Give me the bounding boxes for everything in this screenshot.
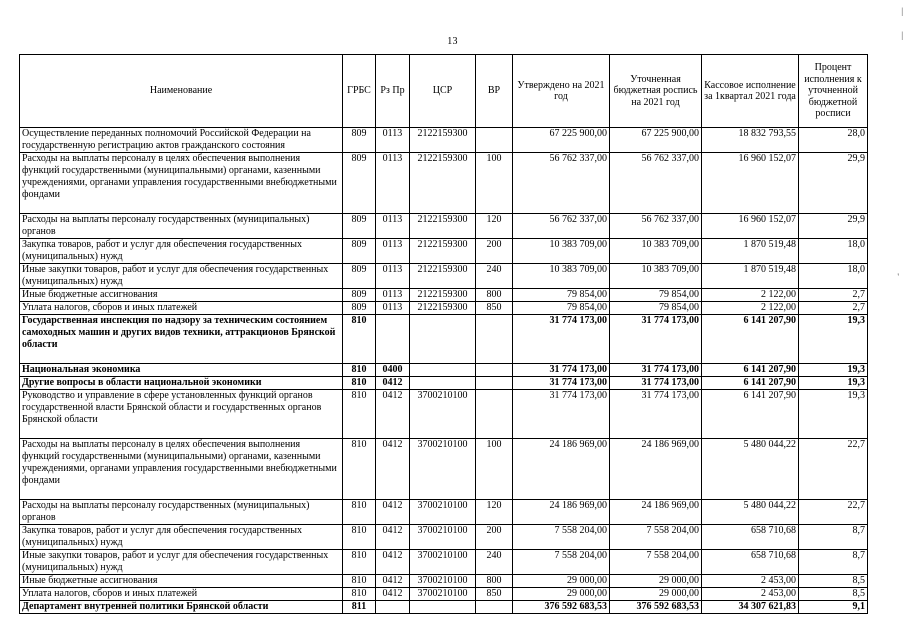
- row-vr: 200: [476, 239, 513, 264]
- row-grbs: 810: [343, 364, 376, 377]
- row-cash: 1 870 519,48: [702, 264, 799, 289]
- row-percent: 2,7: [799, 289, 868, 302]
- row-vr: [476, 364, 513, 377]
- row-revised: 31 774 173,00: [610, 390, 702, 439]
- row-name: Расходы на выплаты персоналу государственных (муниципальных) органов: [20, 500, 343, 525]
- row-csr: 3700210100: [410, 439, 476, 500]
- row-csr: [410, 601, 476, 614]
- row-approved: 24 186 969,00: [513, 500, 610, 525]
- row-rzpr: 0412: [376, 377, 410, 390]
- row-grbs: 809: [343, 214, 376, 239]
- row-name: Другие вопросы в области национальной экономики: [20, 377, 343, 390]
- row-revised: 376 592 683,53: [610, 601, 702, 614]
- row-grbs: 811: [343, 601, 376, 614]
- row-rzpr: 0412: [376, 588, 410, 601]
- row-grbs: 809: [343, 289, 376, 302]
- row-vr: [476, 377, 513, 390]
- row-grbs: 810: [343, 575, 376, 588]
- table-row: [20, 575, 868, 588]
- row-approved: 56 762 337,00: [513, 153, 610, 214]
- row-percent: 9,1: [799, 601, 868, 614]
- table-row: [20, 601, 868, 614]
- page-number: 13: [447, 36, 458, 47]
- row-rzpr: 0400: [376, 364, 410, 377]
- row-csr: 3700210100: [410, 390, 476, 439]
- row-percent: 8,5: [799, 588, 868, 601]
- row-csr: 2122159300: [410, 239, 476, 264]
- row-revised: 31 774 173,00: [610, 315, 702, 364]
- column-header-approved: Утверждено на 2021 год: [513, 55, 610, 128]
- row-approved: 79 854,00: [513, 302, 610, 315]
- column-header-percent: Процент исполнения к уточненной бюджетной росписи: [799, 55, 868, 128]
- row-approved: 31 774 173,00: [513, 315, 610, 364]
- row-cash: 34 307 621,83: [702, 601, 799, 614]
- row-name: Иные закупки товаров, работ и услуг для обеспечения государственных (муниципальных) нужд: [20, 550, 343, 575]
- row-name: Иные бюджетные ассигнования: [20, 289, 343, 302]
- row-grbs: 809: [343, 128, 376, 153]
- row-csr: 2122159300: [410, 302, 476, 315]
- row-grbs: 809: [343, 302, 376, 315]
- row-grbs: 810: [343, 390, 376, 439]
- row-csr: [410, 315, 476, 364]
- row-csr: [410, 364, 476, 377]
- row-cash: 6 141 207,90: [702, 390, 799, 439]
- row-csr: 2122159300: [410, 289, 476, 302]
- row-vr: [476, 315, 513, 364]
- table-row: [20, 315, 868, 364]
- row-approved: 56 762 337,00: [513, 214, 610, 239]
- row-vr: 240: [476, 550, 513, 575]
- row-grbs: 809: [343, 239, 376, 264]
- row-revised: 29 000,00: [610, 575, 702, 588]
- row-vr: 120: [476, 214, 513, 239]
- row-csr: [410, 377, 476, 390]
- row-cash: 658 710,68: [702, 525, 799, 550]
- row-approved: 7 558 204,00: [513, 550, 610, 575]
- budget-table: [19, 54, 868, 614]
- column-header-cash: Кассовое исполнение за 1квартал 2021 года: [702, 55, 799, 128]
- table-row: [20, 439, 868, 500]
- row-percent: 22,7: [799, 500, 868, 525]
- row-rzpr: 0113: [376, 302, 410, 315]
- row-name: Государственная инспекция по надзору за техническим состоянием самоходных машин и других видов техники, аттракционов Брянской области: [20, 315, 343, 364]
- column-header-revised: Уточненная бюджетная роспись на 2021 год: [610, 55, 702, 128]
- row-percent: 8,7: [799, 525, 868, 550]
- row-revised: 10 383 709,00: [610, 264, 702, 289]
- row-percent: 8,7: [799, 550, 868, 575]
- row-cash: 2 453,00: [702, 588, 799, 601]
- row-cash: 6 141 207,90: [702, 315, 799, 364]
- table-row: [20, 525, 868, 550]
- table-row: [20, 390, 868, 439]
- row-approved: 10 383 709,00: [513, 264, 610, 289]
- row-percent: 8,5: [799, 575, 868, 588]
- row-vr: [476, 601, 513, 614]
- row-revised: 56 762 337,00: [610, 214, 702, 239]
- row-name: Расходы на выплаты персоналу в целях обеспечения выполнения функций государственными (муниципальными) органами, казенными учреждениями, органами управления государственными внебюджетными фондами: [20, 439, 343, 500]
- row-grbs: 810: [343, 588, 376, 601]
- row-csr: 3700210100: [410, 588, 476, 601]
- row-rzpr: 0113: [376, 128, 410, 153]
- row-vr: 120: [476, 500, 513, 525]
- row-rzpr: 0113: [376, 289, 410, 302]
- row-approved: 10 383 709,00: [513, 239, 610, 264]
- row-percent: 19,3: [799, 377, 868, 390]
- table-row: [20, 364, 868, 377]
- row-vr: [476, 128, 513, 153]
- row-approved: 31 774 173,00: [513, 364, 610, 377]
- row-approved: 29 000,00: [513, 575, 610, 588]
- row-cash: 2 453,00: [702, 575, 799, 588]
- row-vr: 850: [476, 588, 513, 601]
- row-percent: 29,9: [799, 214, 868, 239]
- row-revised: 29 000,00: [610, 588, 702, 601]
- row-vr: [476, 390, 513, 439]
- row-rzpr: 0412: [376, 575, 410, 588]
- row-grbs: 809: [343, 264, 376, 289]
- row-percent: 19,3: [799, 390, 868, 439]
- row-revised: 67 225 900,00: [610, 128, 702, 153]
- row-csr: 2122159300: [410, 214, 476, 239]
- table-row: [20, 500, 868, 525]
- row-rzpr: 0113: [376, 239, 410, 264]
- row-revised: 79 854,00: [610, 302, 702, 315]
- table-row: [20, 377, 868, 390]
- row-grbs: 809: [343, 153, 376, 214]
- row-approved: 31 774 173,00: [513, 390, 610, 439]
- row-vr: 800: [476, 575, 513, 588]
- row-revised: 24 186 969,00: [610, 500, 702, 525]
- row-approved: 31 774 173,00: [513, 377, 610, 390]
- row-grbs: 810: [343, 315, 376, 364]
- row-vr: 240: [476, 264, 513, 289]
- table-row: [20, 264, 868, 289]
- row-approved: 29 000,00: [513, 588, 610, 601]
- table-row: [20, 550, 868, 575]
- table-row: [20, 289, 868, 302]
- row-cash: 1 870 519,48: [702, 239, 799, 264]
- row-cash: 2 122,00: [702, 289, 799, 302]
- row-revised: 79 854,00: [610, 289, 702, 302]
- row-grbs: 810: [343, 377, 376, 390]
- row-cash: 6 141 207,90: [702, 364, 799, 377]
- row-rzpr: 0113: [376, 153, 410, 214]
- row-csr: 2122159300: [410, 128, 476, 153]
- row-revised: 56 762 337,00: [610, 153, 702, 214]
- row-cash: 2 122,00: [702, 302, 799, 315]
- row-rzpr: 0412: [376, 550, 410, 575]
- row-grbs: 810: [343, 500, 376, 525]
- row-csr: 3700210100: [410, 550, 476, 575]
- row-csr: 2122159300: [410, 264, 476, 289]
- row-name: Расходы на выплаты персоналу в целях обеспечения выполнения функций государственными (муниципальными) органами, казенными учреждениями, органами управления государственными внебюджетными фондами: [20, 153, 343, 214]
- row-approved: 67 225 900,00: [513, 128, 610, 153]
- row-percent: 18,0: [799, 239, 868, 264]
- row-percent: 22,7: [799, 439, 868, 500]
- row-name: Национальная экономика: [20, 364, 343, 377]
- row-grbs: 810: [343, 439, 376, 500]
- edge-mark: |: [901, 30, 903, 40]
- row-name: Осуществление переданных полномочий Российской Федерации на государственную регистрацию актов гражданского состояния: [20, 128, 343, 153]
- row-percent: 29,9: [799, 153, 868, 214]
- row-name: Руководство и управление в сфере установленных функций органов государственной власти Брянской области и государственных органов Брянской области: [20, 390, 343, 439]
- row-cash: 16 960 152,07: [702, 214, 799, 239]
- row-name: Уплата налогов, сборов и иных платежей: [20, 588, 343, 601]
- row-name: Закупка товаров, работ и услуг для обеспечения государственных (муниципальных) нужд: [20, 239, 343, 264]
- row-revised: 24 186 969,00: [610, 439, 702, 500]
- column-header-grbs: ГРБС: [343, 55, 376, 128]
- row-grbs: 810: [343, 550, 376, 575]
- table-row: [20, 239, 868, 264]
- row-csr: 3700210100: [410, 575, 476, 588]
- row-approved: 376 592 683,53: [513, 601, 610, 614]
- row-cash: 18 832 793,55: [702, 128, 799, 153]
- edge-mark: ': [897, 272, 899, 282]
- row-revised: 31 774 173,00: [610, 377, 702, 390]
- table-row: [20, 588, 868, 601]
- row-rzpr: 0412: [376, 500, 410, 525]
- column-header-rzpr: Рз Пр: [376, 55, 410, 128]
- row-rzpr: 0412: [376, 439, 410, 500]
- row-approved: 24 186 969,00: [513, 439, 610, 500]
- row-csr: 2122159300: [410, 153, 476, 214]
- row-approved: 7 558 204,00: [513, 525, 610, 550]
- table-row: [20, 302, 868, 315]
- row-name: Иные закупки товаров, работ и услуг для обеспечения государственных (муниципальных) нужд: [20, 264, 343, 289]
- table-row: [20, 128, 868, 153]
- table-header-row: [20, 55, 868, 128]
- row-name: Департамент внутренней политики Брянской области: [20, 601, 343, 614]
- row-name: Расходы на выплаты персоналу государственных (муниципальных) органов: [20, 214, 343, 239]
- column-header-vr: ВР: [476, 55, 513, 128]
- row-percent: 19,3: [799, 315, 868, 364]
- row-rzpr: [376, 315, 410, 364]
- row-csr: 3700210100: [410, 500, 476, 525]
- row-percent: 28,0: [799, 128, 868, 153]
- column-header-name: Наименование: [20, 55, 343, 128]
- row-rzpr: 0412: [376, 390, 410, 439]
- table-row: [20, 153, 868, 214]
- row-revised: 10 383 709,00: [610, 239, 702, 264]
- row-percent: 19,3: [799, 364, 868, 377]
- edge-mark: |: [901, 6, 903, 16]
- row-vr: 100: [476, 153, 513, 214]
- row-percent: 2,7: [799, 302, 868, 315]
- row-vr: 800: [476, 289, 513, 302]
- row-rzpr: 0113: [376, 264, 410, 289]
- row-name: Иные бюджетные ассигнования: [20, 575, 343, 588]
- row-rzpr: 0412: [376, 525, 410, 550]
- row-revised: 31 774 173,00: [610, 364, 702, 377]
- row-rzpr: 0113: [376, 214, 410, 239]
- row-cash: 658 710,68: [702, 550, 799, 575]
- row-percent: 18,0: [799, 264, 868, 289]
- row-vr: 850: [476, 302, 513, 315]
- row-vr: 100: [476, 439, 513, 500]
- row-revised: 7 558 204,00: [610, 550, 702, 575]
- row-rzpr: [376, 601, 410, 614]
- row-cash: 6 141 207,90: [702, 377, 799, 390]
- row-name: Закупка товаров, работ и услуг для обеспечения государственных (муниципальных) нужд: [20, 525, 343, 550]
- row-grbs: 810: [343, 525, 376, 550]
- row-revised: 7 558 204,00: [610, 525, 702, 550]
- row-cash: 5 480 044,22: [702, 439, 799, 500]
- row-vr: 200: [476, 525, 513, 550]
- row-csr: 3700210100: [410, 525, 476, 550]
- row-cash: 5 480 044,22: [702, 500, 799, 525]
- row-approved: 79 854,00: [513, 289, 610, 302]
- column-header-csr: ЦСР: [410, 55, 476, 128]
- row-name: Уплата налогов, сборов и иных платежей: [20, 302, 343, 315]
- table-row: [20, 214, 868, 239]
- row-cash: 16 960 152,07: [702, 153, 799, 214]
